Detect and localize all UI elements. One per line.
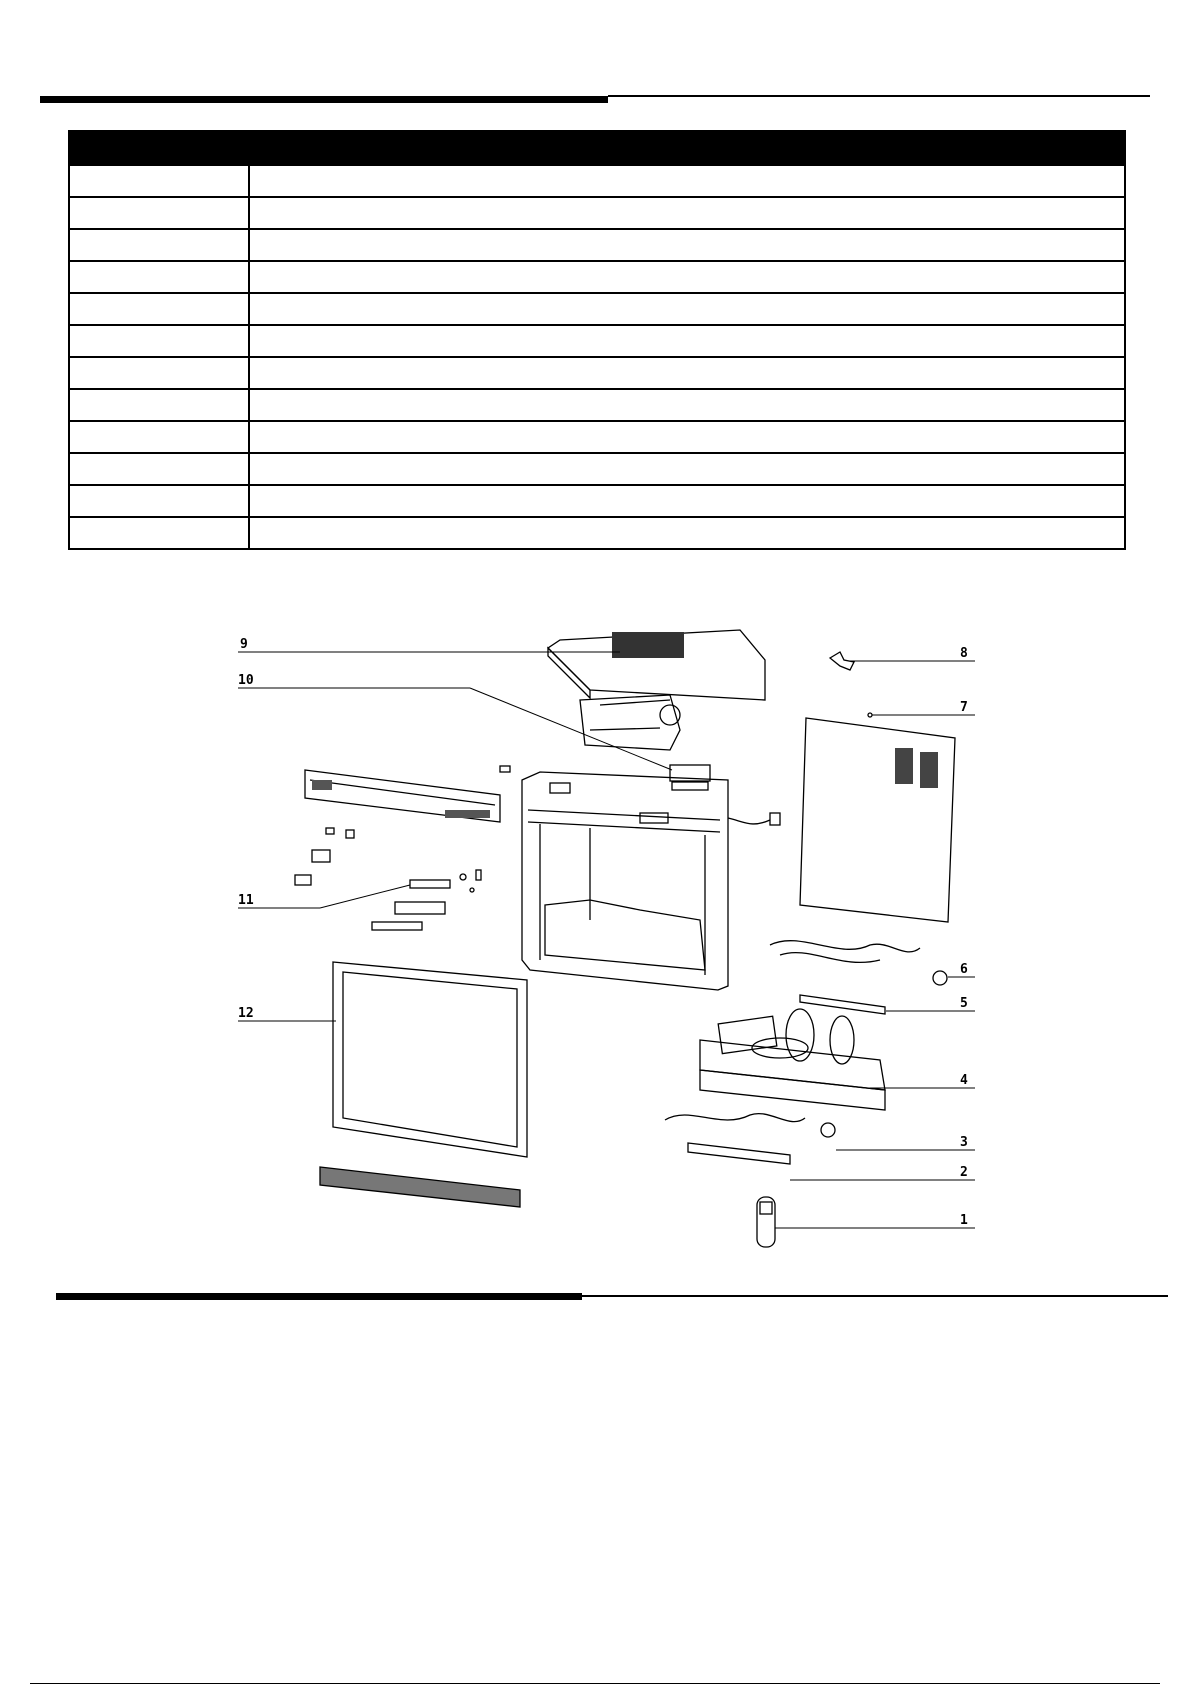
table-cell [249, 453, 1125, 485]
callout-7: 7 [960, 700, 968, 715]
callout-6: 6 [960, 962, 968, 977]
table-row [69, 165, 1125, 197]
table-cell [69, 229, 249, 261]
table-row [69, 485, 1125, 517]
table-cell [69, 325, 249, 357]
parts-table [68, 130, 1126, 550]
table-header-cell [69, 131, 249, 165]
glass-frame-part [333, 962, 527, 1157]
table-header-cell [249, 131, 1125, 165]
callout-leaders [238, 652, 975, 1228]
table-row [69, 453, 1125, 485]
section-rule-bottom-thin [582, 1295, 1168, 1297]
back-panel-part [800, 713, 955, 922]
table-cell [69, 389, 249, 421]
page-bottom-rule [30, 1683, 1160, 1684]
table-row [69, 293, 1125, 325]
table-cell [249, 389, 1125, 421]
firebox-frame [522, 772, 780, 990]
callout-4: 4 [960, 1073, 968, 1088]
table-row [69, 197, 1125, 229]
callout-12: 12 [238, 1006, 254, 1021]
table-cell [69, 165, 249, 197]
table-row [69, 517, 1125, 549]
table-cell [69, 357, 249, 389]
table-row [69, 325, 1125, 357]
table-cell [69, 421, 249, 453]
table-cell [249, 229, 1125, 261]
callout-11: 11 [238, 893, 254, 908]
table-cell [249, 293, 1125, 325]
callout-2: 2 [960, 1165, 968, 1180]
table-cell [69, 453, 249, 485]
table-row [69, 421, 1125, 453]
ember-strip-part [665, 1114, 835, 1137]
log-set-part [700, 1009, 885, 1110]
callout-1: 1 [960, 1213, 968, 1228]
fan-heater-part [580, 695, 680, 750]
remote-control-part [757, 1197, 775, 1247]
section-rule-top-thick [40, 96, 608, 103]
light-strip-part [800, 995, 885, 1014]
table-row [69, 261, 1125, 293]
table-header-row [69, 131, 1125, 165]
table-cell [249, 197, 1125, 229]
table-cell [69, 485, 249, 517]
control-panel-strip [305, 770, 500, 822]
table-row [69, 389, 1125, 421]
table-cell [249, 421, 1125, 453]
table-row [69, 357, 1125, 389]
callout-3: 3 [960, 1135, 968, 1150]
switch-components [295, 828, 481, 930]
exploded-parts-diagram [0, 600, 1192, 1260]
table-cell [249, 357, 1125, 389]
table-cell [249, 485, 1125, 517]
ember-bed-part [770, 941, 947, 985]
callout-10: 10 [238, 673, 254, 688]
led-bar-part [688, 1143, 790, 1164]
table-cell [249, 165, 1125, 197]
table-cell [69, 517, 249, 549]
section-rule-bottom-thick [56, 1293, 582, 1300]
callout-8: 8 [960, 646, 968, 661]
table-cell [249, 517, 1125, 549]
bottom-grille-part [320, 1167, 520, 1207]
callout-5: 5 [960, 996, 968, 1011]
section-rule-top-thin [608, 95, 1150, 97]
top-cover-part [548, 630, 765, 700]
table-cell [69, 293, 249, 325]
table-cell [249, 325, 1125, 357]
callout-9: 9 [240, 637, 248, 652]
table-row [69, 229, 1125, 261]
table-cell [69, 261, 249, 293]
table-cell [249, 261, 1125, 293]
table-cell [69, 197, 249, 229]
